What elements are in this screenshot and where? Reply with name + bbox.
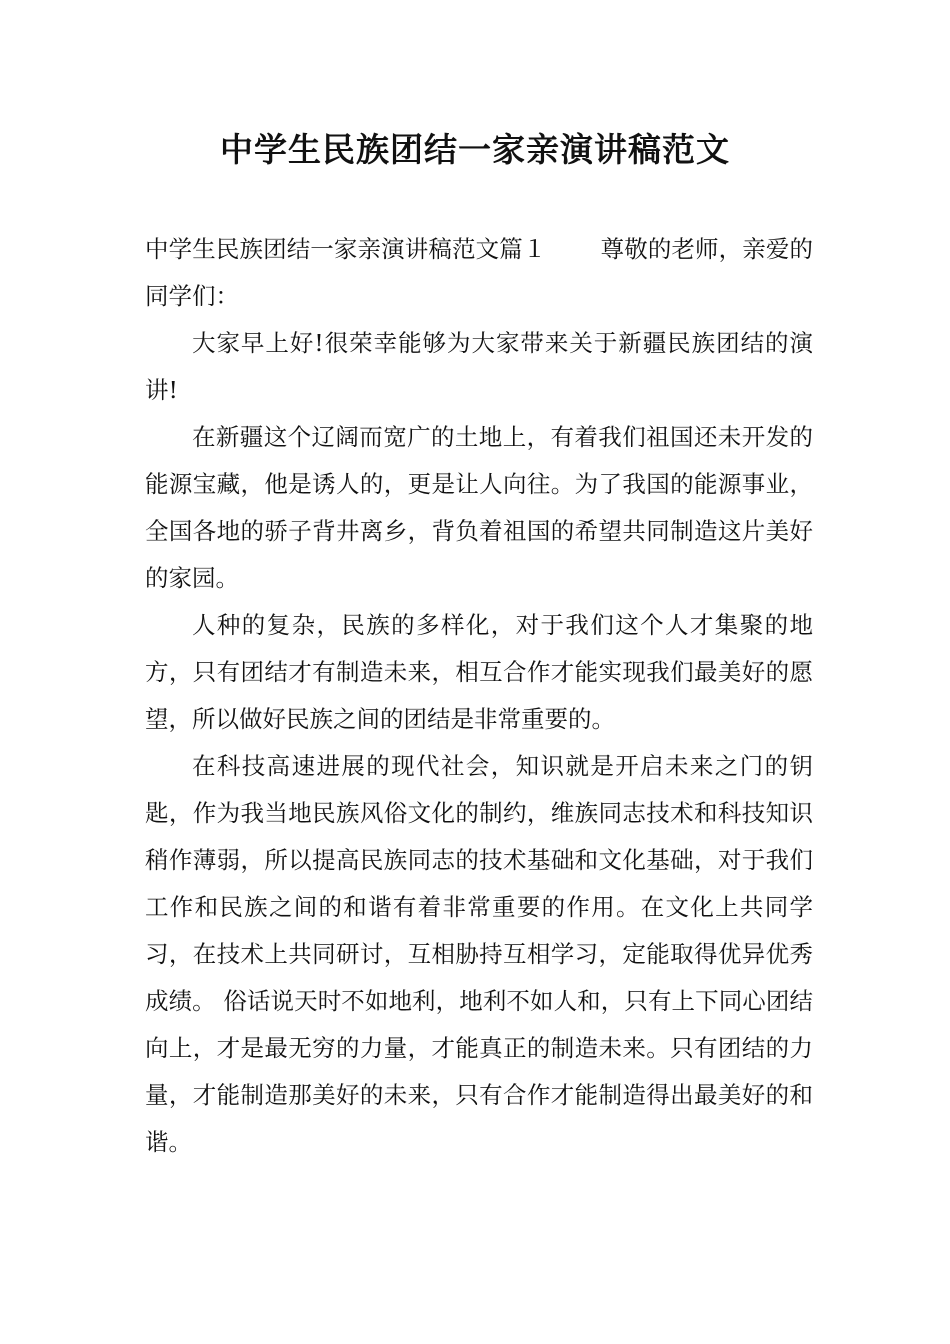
document-title: 中学生民族团结一家亲演讲稿范文 (220, 130, 730, 169)
greeting: 尊敬的老师，亲爱的同学们： (145, 235, 814, 310)
document-body (145, 226, 813, 1166)
paragraph: 在新疆这个辽阔而宽广的土地上，有着我们祖国还未开发的能源宝藏，他是诱人的，更是让人向往。为了我国的能源事业，全国各地的骄子背井离乡，背负着祖国的希望共同制造这片美好的家园。 (145, 423, 813, 592)
paragraph: 人种的复杂，民族的多样化，对于我们这个人才集聚的地方，只有团结才有制造未来，相互合作才能实现我们最美好的愿望，所以做好民族之间的团结是非常重要的。 (145, 611, 813, 733)
section-heading: 中学生民族团结一家亲演讲稿范文篇１ (145, 235, 547, 263)
opening-line (145, 226, 813, 320)
paragraph: 大家早上好!很荣幸能够为大家带来关于新疆民族团结的演讲! (145, 329, 813, 404)
paragraph: 在科技高速进展的现代社会，知识就是开启未来之门的钥匙，作为我当地民族风俗文化的制约，维族同志技术和科技知识稍作薄弱，所以提高民族同志的技术基础和文化基础，对于我们工作和民族之间的和谐有着非常重要的作用。在文化上共同学习，在技术上共同研讨，互相胁持互相学习，定能取得优异优秀成绩。 俗话说天时不如地利，地利不如人和，只有上下同心团结向上，才是最无穷的力量，才能真正的制造未来。只有团结的力量，才能制造那美好的未来，只有合作才能制造得出最美好的和谐。 (145, 752, 813, 1156)
